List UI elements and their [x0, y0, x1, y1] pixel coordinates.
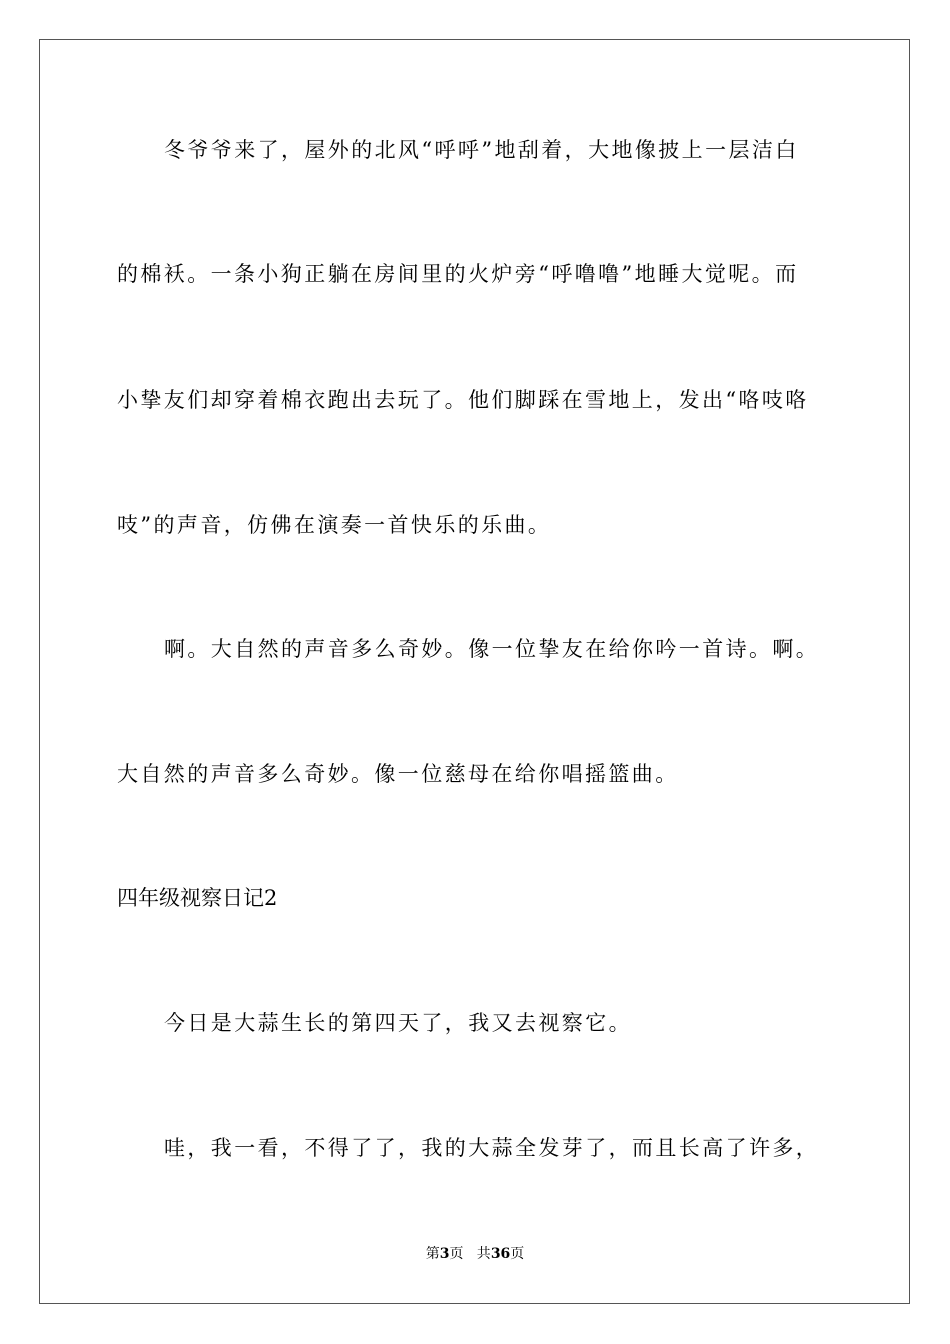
- paragraph-1-line-1: 冬爷爷来了，屋外的北风“呼呼”地刮着，大地像披上一层洁白: [164, 138, 799, 162]
- footer-total-pages: 36: [490, 1246, 511, 1262]
- footer-page-number: 3: [439, 1246, 450, 1262]
- paragraph-4-line-1: 哇，我一看，不得了了，我的大蒜全发芽了，而且长高了许多，: [164, 1136, 820, 1160]
- paragraph-1-line-2: 的棉袄。一条小狗正躺在房间里的火炉旁“呼噜噜”地睡大觉呢。而: [117, 262, 799, 286]
- section-heading: 四年级视察日记2: [117, 886, 278, 910]
- footer-middle: 页 共: [449, 1246, 491, 1262]
- paragraph-2-line-2: 大自然的声音多么奇妙。像一位慈母在给你唱摇篮曲。: [117, 762, 679, 786]
- paragraph-2-line-1: 啊。大自然的声音多么奇妙。像一位挚友在给你吟一首诗。啊。: [164, 637, 820, 661]
- page-footer: [0, 1244, 950, 1264]
- page-frame: [39, 39, 910, 1304]
- footer-suffix: 页: [510, 1246, 525, 1262]
- footer-prefix: 第: [425, 1246, 440, 1262]
- paragraph-3-line-1: 今日是大蒜生长的第四天了，我又去视察它。: [164, 1011, 632, 1035]
- paragraph-1-line-3: 小挚友们却穿着棉衣跑出去玩了。他们脚踩在雪地上，发出“咯吱咯: [117, 388, 809, 412]
- paragraph-1-line-4: 吱”的声音，仿佛在演奏一首快乐的乐曲。: [117, 513, 552, 537]
